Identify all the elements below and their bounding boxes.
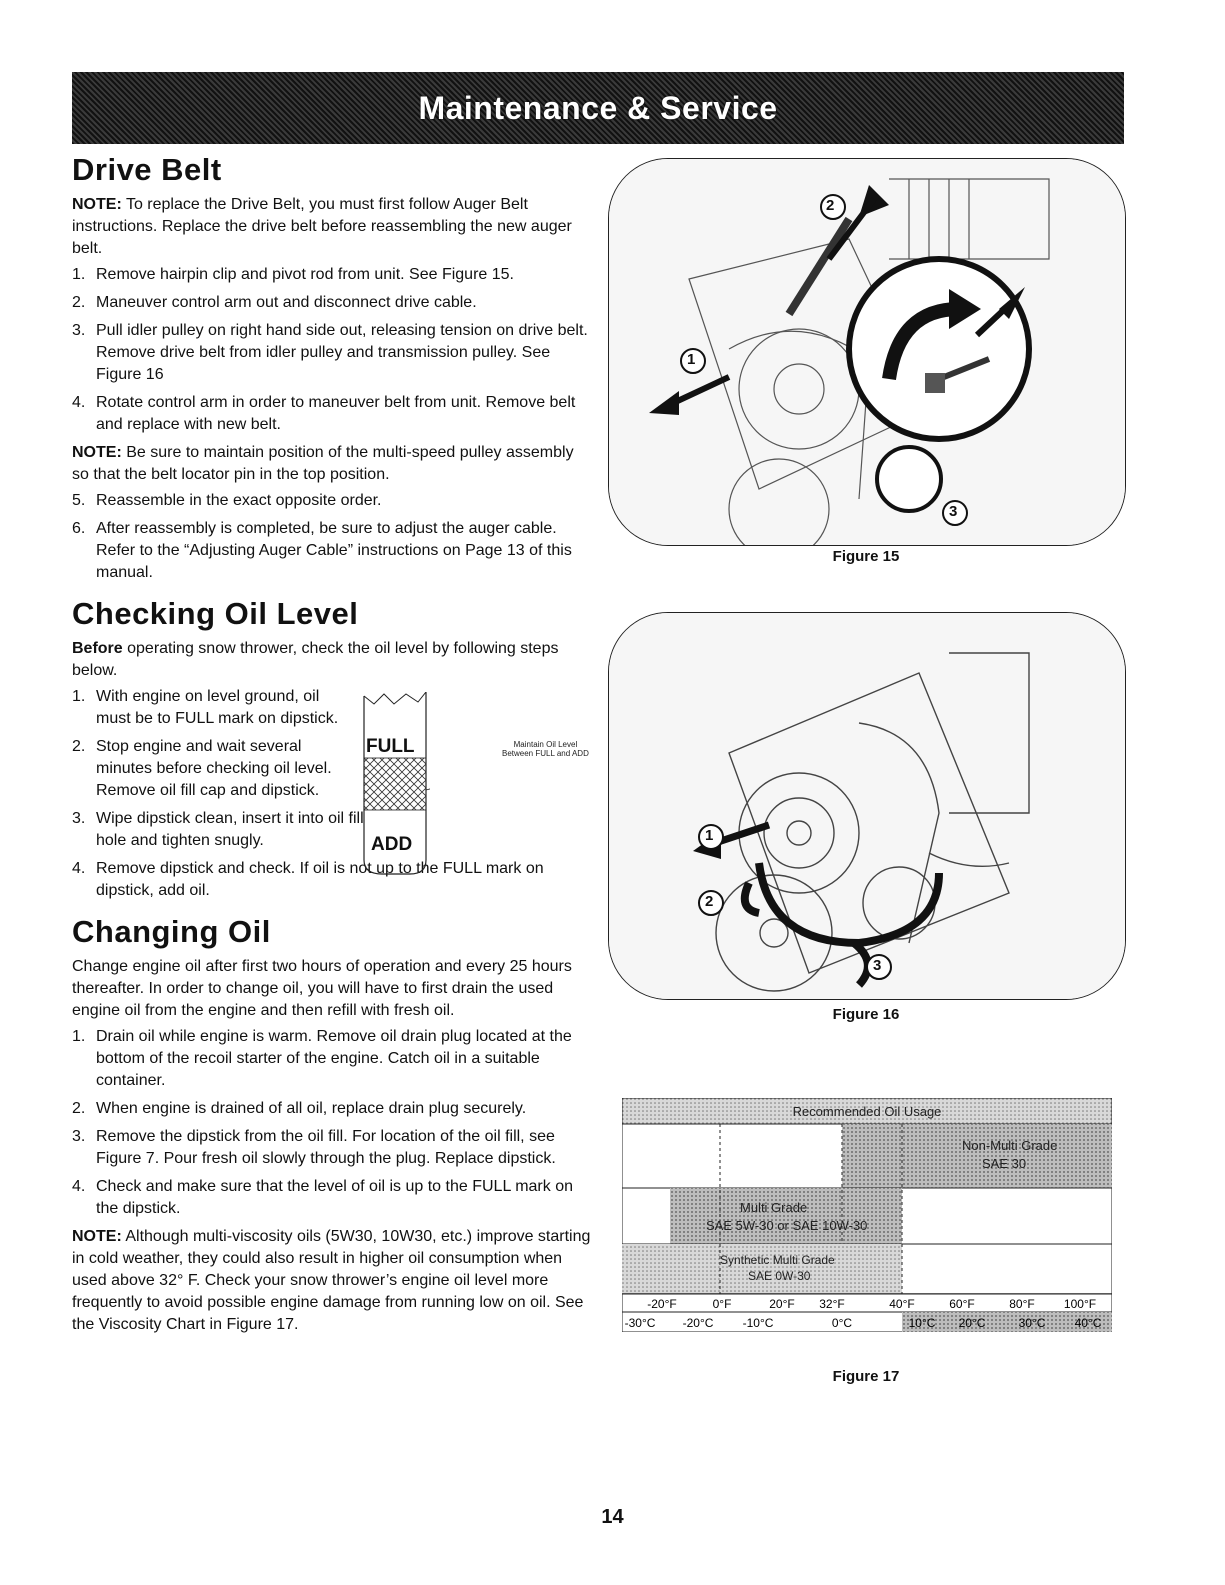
list-item: 2. Stop engine and wait several minutes before checking oil level. Remove oil fill cap and dipstick.	[72, 738, 332, 799]
fahrenheit-tick-label: 100°F	[1063, 1297, 1097, 1311]
oil-level-steps	[72, 686, 592, 902]
fahrenheit-tick-label: -20°F	[647, 1297, 677, 1311]
oil-level-section	[72, 596, 592, 902]
band-synthetic-label-1: Synthetic Multi Grade	[720, 1253, 835, 1267]
fahrenheit-tick-label: 32°F	[819, 1297, 845, 1311]
figure-15-caption: Figure 15	[832, 548, 900, 565]
dipstick-add-label: ADD	[371, 834, 413, 855]
callout-2: 2	[826, 197, 835, 214]
list-item: 3. Wipe dipstick clean, insert it into oil fill hole and tighten snugly.	[72, 810, 364, 849]
figure-16-illustration	[608, 612, 1126, 1000]
celsius-tick-label: 20°C	[958, 1316, 986, 1330]
callout-1: 1	[687, 351, 696, 368]
fahrenheit-tick-label: 80°F	[1009, 1297, 1035, 1311]
callout-2: 2	[705, 893, 714, 910]
dipstick-note: Maintain Oil Level Between FULL and ADD	[502, 740, 589, 758]
list-item: 1. Remove hairpin clip and pivot rod from unit. See Figure 15.	[72, 266, 514, 283]
callout-3: 3	[873, 957, 882, 974]
fahrenheit-tick-label: 60°F	[949, 1297, 975, 1311]
celsius-tick-label: 30°C	[1018, 1316, 1046, 1330]
list-item: 1. Drain oil while engine is warm. Remove oil drain plug located at the bottom of the recoil starter of the engine. Catch oil in a suitable container.	[72, 1028, 572, 1089]
fahrenheit-tick-label: 20°F	[769, 1297, 795, 1311]
list-item: 3. Remove the dipstick from the oil fill. For location of the oil fill, see Figure 7. Pour fresh oil slowly through the plug. Replace dipstick.	[72, 1128, 556, 1167]
section-header-title: Maintenance & Service	[418, 89, 778, 126]
left-column	[72, 152, 592, 1348]
changing-oil-section	[72, 914, 592, 1336]
celsius-tick-label: 10°C	[908, 1316, 936, 1330]
list-item: 4. Remove dipstick and check. If oil is not up to the FULL mark on dipstick, add oil.	[72, 860, 544, 899]
list-item: 2. When engine is drained of all oil, replace drain plug securely.	[72, 1100, 527, 1117]
drive-belt-heading: Drive Belt	[72, 152, 222, 187]
band-non-multi-label-2: SAE 30	[982, 1156, 1027, 1171]
list-item: 5. Reassemble in the exact opposite order.	[72, 492, 382, 509]
oil-level-intro: Before operating snow thrower, check the oil level by following steps below.	[72, 640, 559, 679]
changing-oil-steps	[72, 1026, 592, 1220]
figure-16-caption: Figure 16	[832, 1006, 900, 1023]
list-item: 6. After reassembly is completed, be sure to adjust the auger cable. Refer to the “Adjusting Auger Cable” instructions on Page 13 of this manual.	[72, 520, 572, 581]
oil-usage-chart	[622, 1098, 1112, 1332]
drive-belt-note-1: NOTE: To replace the Drive Belt, you must first follow Auger Belt instructions. Replace the drive belt before reassembling the new auger belt.	[72, 196, 572, 257]
callout-3: 3	[949, 503, 958, 520]
fahrenheit-scale	[622, 1294, 1112, 1312]
celsius-tick-label: 0°C	[831, 1316, 853, 1330]
callout-1: 1	[705, 827, 714, 844]
changing-oil-intro: Change engine oil after first two hours of operation and every 25 hours thereafter. In order to change oil, you will have to first drain the used engine oil from the engine and then refill with fresh oil.	[72, 958, 572, 1019]
celsius-tick-label: -10°C	[742, 1316, 774, 1330]
drive-belt-section	[72, 152, 592, 584]
band-non-multi-grade	[842, 1124, 1112, 1188]
drive-belt-steps-b	[72, 490, 592, 584]
band-non-multi-label-1: Non-Multi Grade	[962, 1138, 1058, 1153]
list-item: 2. Maneuver control arm out and disconnect drive cable.	[72, 294, 477, 311]
celsius-tick-label: -30°C	[624, 1316, 656, 1330]
oil-level-heading: Checking Oil Level	[72, 596, 359, 631]
oil-level-steps-wrap	[72, 686, 592, 902]
changing-oil-note: NOTE: Although multi-viscosity oils (5W30, 10W30, etc.) improve starting in cold weather, they could also result in higher oil consumption when used above 32° F. Check your snow thrower’s engine oil level more frequently to avoid possible engine damage from running low on oil. See the Viscosity Chart in Figure 17.	[72, 1228, 591, 1333]
band-multi-grade	[670, 1188, 902, 1244]
celsius-tick-label: -20°C	[682, 1316, 714, 1330]
list-item: 4. Check and make sure that the level of oil is up to the FULL mark on the dipstick.	[72, 1178, 573, 1217]
section-header-bar	[72, 72, 1124, 144]
list-item: 3. Pull idler pulley on right hand side out, releasing tension on drive belt. Remove drive belt from idler pulley and transmission pulley. See Figure 16	[72, 322, 588, 383]
page-number: 14	[601, 1506, 624, 1528]
drive-belt-steps-a	[72, 264, 592, 436]
chart-title: Recommended Oil Usage	[792, 1104, 942, 1119]
band-synthetic-label-2: SAE 0W-30	[748, 1269, 811, 1283]
fahrenheit-tick-label: 0°F	[712, 1297, 732, 1311]
figure-15-illustration	[608, 158, 1126, 546]
figure-16-drawing	[609, 613, 1125, 999]
oil-usage-chart-svg	[622, 1098, 1112, 1332]
list-item: 1. With engine on level ground, oil must be to FULL mark on dipstick.	[72, 688, 339, 727]
figure-17-caption: Figure 17	[832, 1368, 900, 1385]
changing-oil-heading: Changing Oil	[72, 914, 271, 949]
fahrenheit-tick-label: 40°F	[889, 1297, 915, 1311]
band-multi-label-2: SAE 5W-30 or SAE 10W-30	[706, 1218, 868, 1233]
drive-belt-note-2: NOTE: Be sure to maintain position of the multi-speed pulley assembly so that the belt locator pin in the top position.	[72, 444, 574, 483]
celsius-tick-label: 40°C	[1074, 1316, 1102, 1330]
dipstick-full-label: FULL	[366, 736, 415, 757]
band-multi-label-1: Multi Grade	[740, 1200, 808, 1215]
list-item: 4. Rotate control arm in order to maneuver belt from unit. Remove belt and replace with new belt.	[72, 394, 576, 433]
